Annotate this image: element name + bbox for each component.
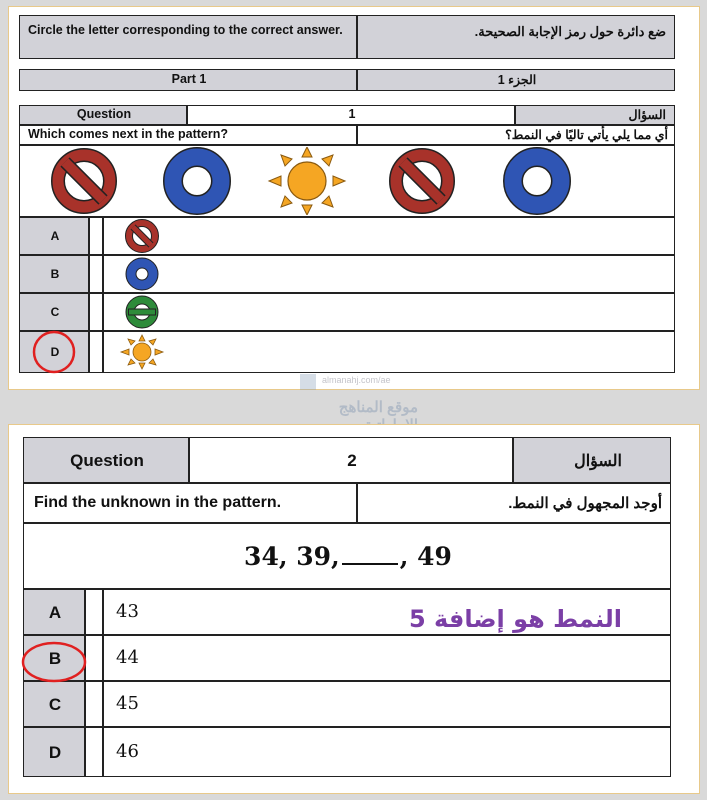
- question-label-ar-cell: [515, 105, 675, 125]
- option-d-letter[interactable]: D: [50, 345, 60, 359]
- sequence-right: , 49: [399, 542, 452, 571]
- option2-b-cell[interactable]: [103, 635, 671, 681]
- question-text-ar-2: أوجد المجهول في النمط.: [508, 495, 662, 512]
- instruction-en-cell: [19, 15, 357, 59]
- worksheet-part-2: [8, 424, 700, 794]
- question-text-en-cell: [19, 125, 357, 145]
- option2-c-letter-cell[interactable]: [23, 681, 85, 727]
- instruction-ar-cell: [357, 15, 675, 59]
- option2-b-value: 44: [116, 647, 139, 668]
- no-symbol-icon: [114, 218, 174, 254]
- answer-circle-mark: [29, 327, 79, 377]
- option-c-cell[interactable]: [103, 293, 675, 331]
- option2-a-letter-cell[interactable]: [23, 589, 85, 635]
- question-number-cell-2: [189, 437, 513, 483]
- question-label-ar-cell-2: [513, 437, 671, 483]
- option2-a-spacer: [85, 589, 103, 635]
- watermark-site-name: موقع المناهج: [338, 399, 418, 416]
- option-c-letter-cell[interactable]: [19, 293, 89, 331]
- sequence: [24, 542, 672, 571]
- option-d-spacer: [89, 331, 103, 373]
- question-label-en: Question: [76, 107, 132, 121]
- green-circle-bar-icon: [114, 294, 174, 330]
- no-symbol-icon: [396, 155, 448, 207]
- option-d-cell[interactable]: [103, 331, 675, 373]
- option2-b-letter[interactable]: B: [48, 649, 62, 668]
- instruction-ar: ضع دائرة حول رمز الإجابة الصحيحة.: [474, 24, 666, 39]
- pattern-figure: [22, 147, 672, 215]
- option2-c-cell[interactable]: [103, 681, 671, 727]
- sun-icon: [269, 147, 345, 215]
- sequence-cell: [23, 523, 671, 589]
- watermark: [290, 372, 430, 432]
- instruction-en: Circle the letter corresponding to the correct answer.: [28, 23, 343, 37]
- sequence-blank: [342, 557, 398, 565]
- question-label-ar-2: السؤال: [574, 453, 622, 470]
- question-number-2: 2: [347, 451, 357, 470]
- option2-c-letter[interactable]: C: [48, 695, 62, 714]
- option-b-spacer: [89, 255, 103, 293]
- question-number-cell: [187, 105, 515, 125]
- option2-a-value: 43: [116, 601, 139, 622]
- option-c-letter[interactable]: C: [50, 305, 60, 319]
- option2-d-value: 46: [116, 741, 139, 762]
- question-number: 1: [348, 107, 356, 121]
- question-label-ar: السؤال: [628, 108, 666, 122]
- question-text-ar-cell-2: [357, 483, 671, 523]
- part-en: Part 1: [171, 72, 207, 86]
- question-text-ar: أي مما يلي يأتي تاليًا في النمط؟: [505, 128, 668, 142]
- option-b-letter[interactable]: B: [50, 267, 60, 281]
- worksheet-part-1: [8, 6, 700, 390]
- option-a-letter-cell[interactable]: [19, 217, 89, 255]
- option-b-cell[interactable]: [103, 255, 675, 293]
- option-c-spacer: [89, 293, 103, 331]
- option-a-letter[interactable]: A: [50, 229, 60, 243]
- option2-a-letter[interactable]: A: [48, 603, 62, 622]
- blue-ring-icon: [173, 157, 221, 205]
- watermark-url: almanahj.com/ae: [322, 375, 391, 385]
- option-b-letter-cell[interactable]: [19, 255, 89, 293]
- question-text-en-cell-2: [23, 483, 357, 523]
- answer-circle-mark-2: [19, 639, 89, 685]
- part-en-cell: [19, 69, 357, 91]
- question-label-en-cell-2: [23, 437, 189, 483]
- option-a-spacer: [89, 217, 103, 255]
- option2-c-value: 45: [116, 693, 139, 714]
- part-ar-cell: [357, 69, 675, 91]
- annotation-ar: النمط هو إضافة 5: [409, 605, 622, 633]
- pattern-cell: [19, 145, 675, 217]
- sun-icon: [110, 332, 180, 372]
- sequence-left: 34, 39,: [244, 542, 340, 571]
- question-text-en: Which comes next in the pattern?: [28, 127, 229, 141]
- option2-c-spacer: [85, 681, 103, 727]
- blue-ring-icon: [114, 256, 174, 292]
- watermark-logo-icon: [300, 374, 316, 390]
- question-text-en-2: Find the unknown in the pattern.: [34, 494, 282, 511]
- part-ar: الجزء 1: [497, 73, 537, 87]
- option2-d-letter[interactable]: D: [48, 743, 62, 762]
- no-symbol-icon: [58, 155, 110, 207]
- option2-d-letter-cell[interactable]: [23, 727, 85, 777]
- question-label-en-2: Question: [70, 451, 144, 470]
- question-label-en-cell: [19, 105, 187, 125]
- question-text-ar-cell: [357, 125, 675, 145]
- option2-d-spacer: [85, 727, 103, 777]
- option-a-cell[interactable]: [103, 217, 675, 255]
- blue-ring-icon: [513, 157, 561, 205]
- option2-d-cell[interactable]: [103, 727, 671, 777]
